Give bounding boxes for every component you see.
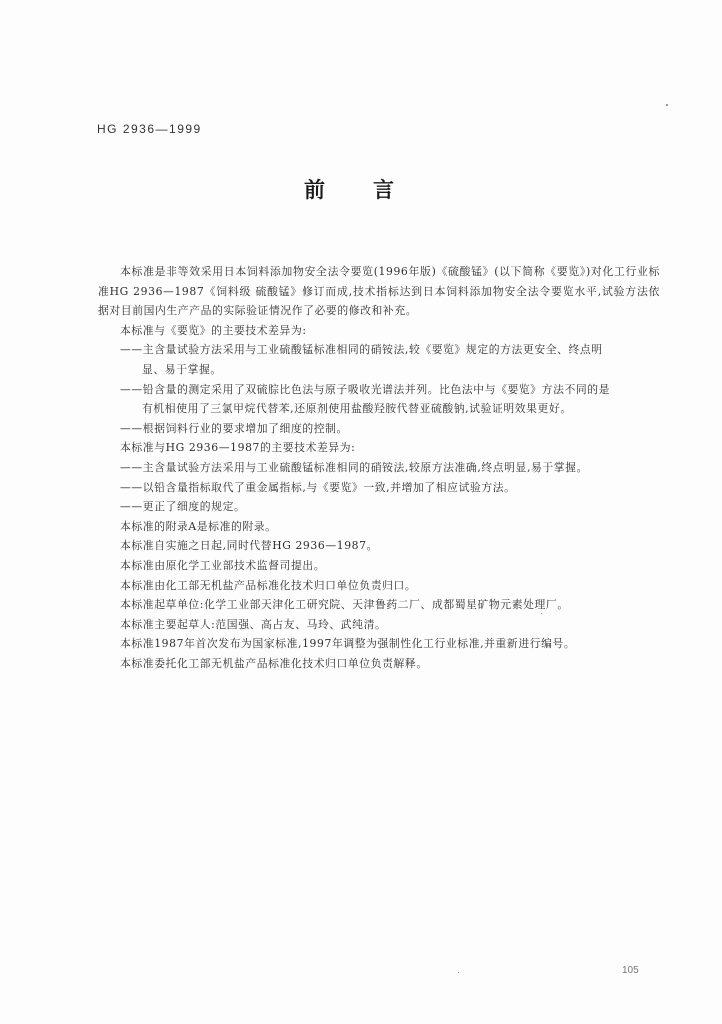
paragraph-replaces: 本标准自实施之日起,同时代替HG 2936—1987。 [120,539,379,553]
list-item-lead-index: ——以铅含量指标取代了重金属指标,与《要览》一致,并增加了相应试验方法。 [120,480,516,494]
list-item-main-content-accuracy: ——主含量试验方法采用与工业硫酸锰标准相同的硝铵法,较原方法准确,终点明显,易于掌握。 [120,460,588,474]
paragraph-appendix: 本标准的附录A是标准的附录。 [120,519,277,533]
list-item-lead-determination-cont: 有机相使用了三氯甲烷代替苯,还原剂使用盐酸羟胺代替亚硫酸钠,试验证明效果更好。 [142,402,572,416]
paragraph-drafting-units: 本标准起草单位:化学工业部天津化工研究院、天津鲁药二厂、成都蜀星矿物元素处理厂。 [120,598,569,612]
paragraph-diff-hg-heading: 本标准与HG 2936—1987的主要技术差异为: [120,441,356,455]
paragraph-drafters: 本标准主要起草人:范国强、高占友、马玲、武纯清。 [120,617,387,631]
paragraph-diff-yaolan-heading: 本标准与《要览》的主要技术差异为: [120,323,307,337]
scan-speck [541,613,542,614]
paragraph-history: 本标准1987年首次发布为国家标准,1997年调整为强制性化工行业标准,并重新进行编号。 [120,637,576,651]
paragraph-intro: 本标准是非等效采用日本饲料添加物安全法令要览(1996年版)《硫酸锰》(以下简称《要览》)对化工行业标准HG 2936—1987《饲料级 硫酸锰》修订而成,技术指标达到日本饲料添加物安全法令要览水平,试验方法依据对目前国内生产产品的实际验证情况作了必要的修改和补充。 [98,265,660,318]
paragraph-interpretation: 本标准委托化工部无机盐产品标准化技术归口单位负责解释。 [120,656,428,670]
list-item-main-content-method-cont: 显、易于掌握。 [142,362,222,376]
list-item-main-content-method: ——主含量试验方法采用与工业硫酸锰标准相同的硝铵法,较《要览》规定的方法更安全、终点明 [120,343,603,357]
standard-code: HG 2936—1999 [97,122,202,136]
page-number: 105 [622,965,639,976]
foreword-body [98,262,660,673]
page-title: 前言 [304,178,442,202]
paragraph-proposed-by: 本标准由原化学工业部技术监督司提出。 [120,558,326,572]
scan-speck [666,104,668,106]
scan-speck [458,972,459,973]
list-item-fineness-correction: ——更正了细度的规定。 [120,500,246,514]
list-item-fineness-control: ——根据饲料行业的要求增加了细度的控制。 [120,421,348,435]
list-item-lead-determination: ——铅含量的测定采用了双硫腙比色法与原子吸收光谱法并列。比色法中与《要览》方法不同的是 [120,382,611,396]
paragraph-under-jurisdiction: 本标准由化工部无机盐产品标准化技术归口单位负责归口。 [120,578,417,592]
